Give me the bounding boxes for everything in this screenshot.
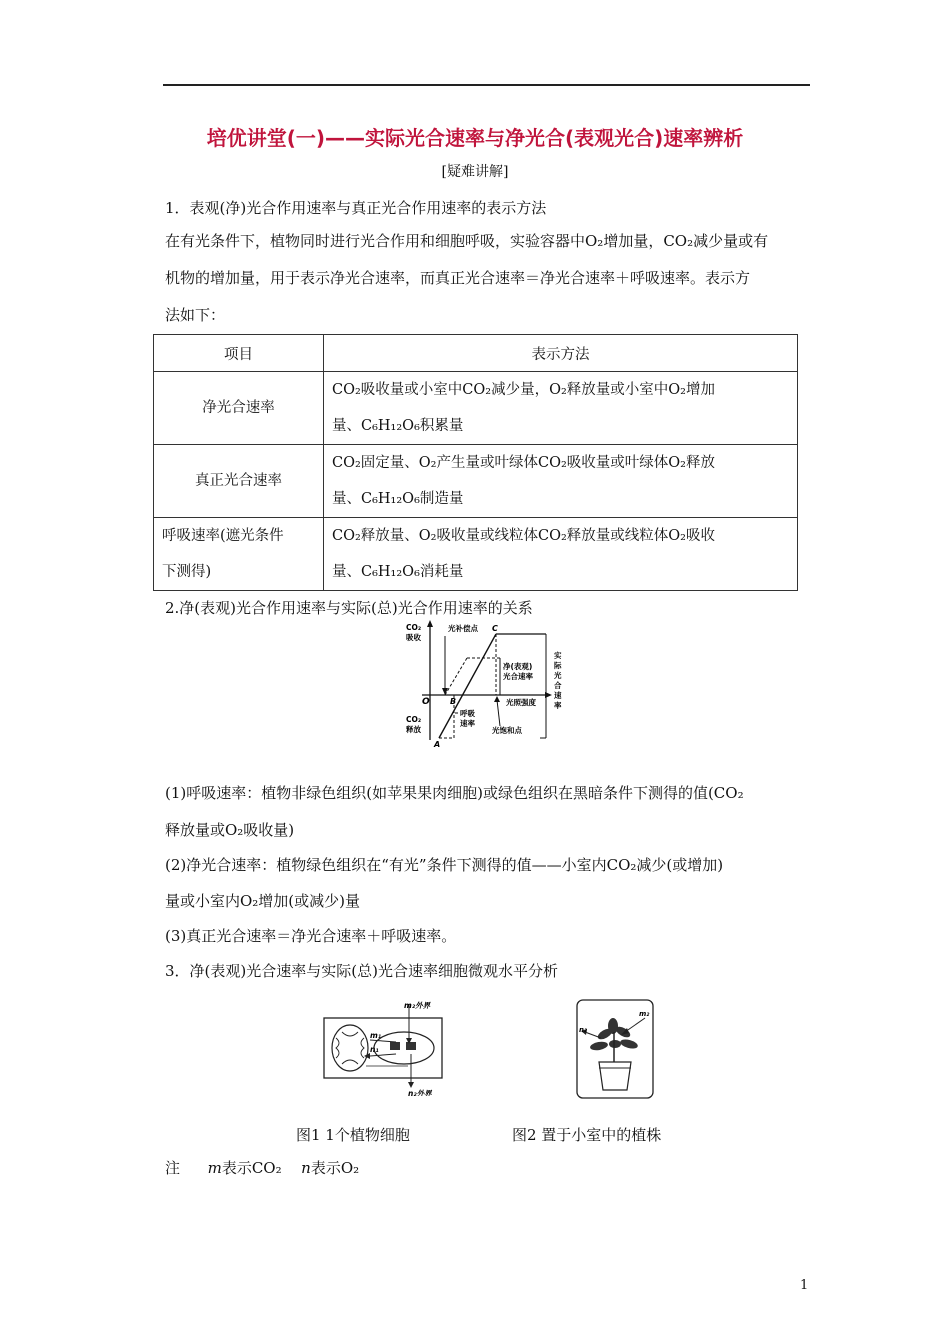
y-top-label2: 吸收: [406, 633, 421, 642]
note-line: 释放量或O₂吸收量): [165, 821, 295, 839]
actual-rate-label: 实: [554, 651, 562, 660]
actual-rate-label: 率: [554, 701, 562, 710]
table-cell-item: 净光合速率: [154, 372, 324, 445]
table-cell-method: [324, 372, 798, 445]
net-rate-label: 净(表观): [503, 662, 533, 671]
light-compensation-label: 光补偿点: [448, 624, 478, 633]
potted-plant-figure: [575, 998, 655, 1100]
table-row: [154, 372, 798, 445]
table-row: [154, 518, 798, 591]
cell-line: 量、C₆H₁₂O₆积累量: [332, 418, 464, 434]
cell-line: 下测得): [162, 564, 212, 580]
section1-line: 机物的增加量，用于表示净光合速率，而真正光合速率＝净光合速率＋呼吸速率。表示方: [165, 269, 751, 287]
top-rule: [163, 84, 810, 86]
cell-line: CO₂吸收量或小室中CO₂减少量，O₂释放量或小室中O₂增加: [332, 382, 715, 398]
fig1-n2-label: n₂外界: [408, 1089, 432, 1096]
y-bottom-label: CO₂: [406, 715, 422, 724]
cell-line: CO₂释放量、O₂吸收量或线粒体CO₂释放量或线粒体O₂吸收: [332, 528, 715, 544]
footnote-n: n: [301, 1159, 311, 1177]
y-bottom-label2: 释放: [406, 725, 421, 734]
fig2-m2-label: m₂: [639, 1010, 650, 1018]
light-saturation-label: 光饱和点: [492, 726, 522, 735]
y-top-label: CO₂: [406, 623, 422, 632]
footnote: [165, 1153, 359, 1183]
fig1-n1-label: n₁: [370, 1045, 379, 1054]
table-row: [154, 445, 798, 518]
light-intensity-label: 光照强度: [506, 698, 536, 707]
respiration-label: 呼吸: [460, 709, 475, 718]
actual-rate-label: 速: [554, 691, 562, 700]
table-header-row: [154, 335, 798, 372]
footnote-prefix: 注: [165, 1159, 181, 1177]
table-cell-method: [324, 445, 798, 518]
point-a-label: A: [434, 740, 441, 748]
plant-cell-figure: [322, 996, 450, 1096]
methods-table: [153, 334, 798, 591]
section1-line: 在有光条件下，植物同时进行光合作用和细胞呼吸，实验容器中O₂增加量，CO₂减少量或有: [165, 232, 769, 250]
footnote-m: m: [207, 1159, 222, 1177]
photosynthesis-graph: [400, 618, 575, 748]
net-rate-label2: 光合速率: [503, 672, 533, 681]
cell-line: CO₂固定量、O₂产生量或叶绿体CO₂吸收量或叶绿体O₂释放: [332, 455, 715, 471]
fig2-n2-label: n₂: [579, 1026, 588, 1034]
table-header-method: 表示方法: [324, 335, 798, 372]
note-line: (1)呼吸速率：植物非绿色组织(如苹果果肉细胞)或绿色组织在黑暗条件下测得的值(CO₂: [165, 784, 744, 802]
section3-heading: 3．净(表观)光合速率与实际(总)光合速率细胞微观水平分析: [165, 962, 558, 980]
note-line: (2)净光合速率：植物绿色组织在“有光”条件下测得的值——小室内CO₂减少(或增加): [165, 856, 724, 874]
fig2-caption: 图2 置于小室中的植株: [512, 1126, 662, 1144]
cell-line: 量、C₆H₁₂O₆制造量: [332, 491, 464, 507]
origin-label: O: [422, 697, 430, 707]
actual-rate-label: 合: [554, 681, 562, 690]
footnote-n-text: 表示O₂: [310, 1159, 360, 1177]
footnote-m-text: 表示CO₂: [221, 1159, 282, 1177]
section1-line: 法如下：: [165, 306, 226, 324]
table-cell-item: 真正光合速率: [154, 445, 324, 518]
section1-heading: 1．表观(净)光合作用速率与真正光合作用速率的表示方法: [165, 199, 547, 217]
actual-rate-label: 光: [554, 671, 562, 680]
fig1-m2-label: m₂外界: [404, 1001, 431, 1010]
point-c-label: C: [492, 624, 498, 633]
section2-heading: 2.净(表观)光合作用速率与实际(总)光合作用速率的关系: [165, 599, 533, 617]
table-header-item: 项目: [154, 335, 324, 372]
table-cell-method: [324, 518, 798, 591]
point-b-label: B: [450, 697, 457, 706]
page-title: 培优讲堂(一)——实际光合速率与净光合(表观光合)速率辨析: [206, 126, 744, 150]
fig1-m1-label: m₁: [370, 1031, 382, 1040]
actual-rate-label: 际: [554, 661, 562, 670]
note-line: (3)真正光合速率＝净光合速率＋呼吸速率。: [165, 927, 457, 945]
page-number: 1: [800, 1278, 809, 1293]
fig1-caption: 图1 1个植物细胞: [296, 1126, 410, 1144]
cell-line: 呼吸速率(遮光条件: [162, 528, 284, 544]
table-cell-item: [154, 518, 324, 591]
respiration-label2: 速率: [460, 719, 475, 728]
note-line: 量或小室内O₂增加(或减少)量: [165, 892, 361, 910]
cell-line: 量、C₆H₁₂O₆消耗量: [332, 564, 464, 580]
subtitle: [疑难讲解]: [441, 164, 509, 180]
